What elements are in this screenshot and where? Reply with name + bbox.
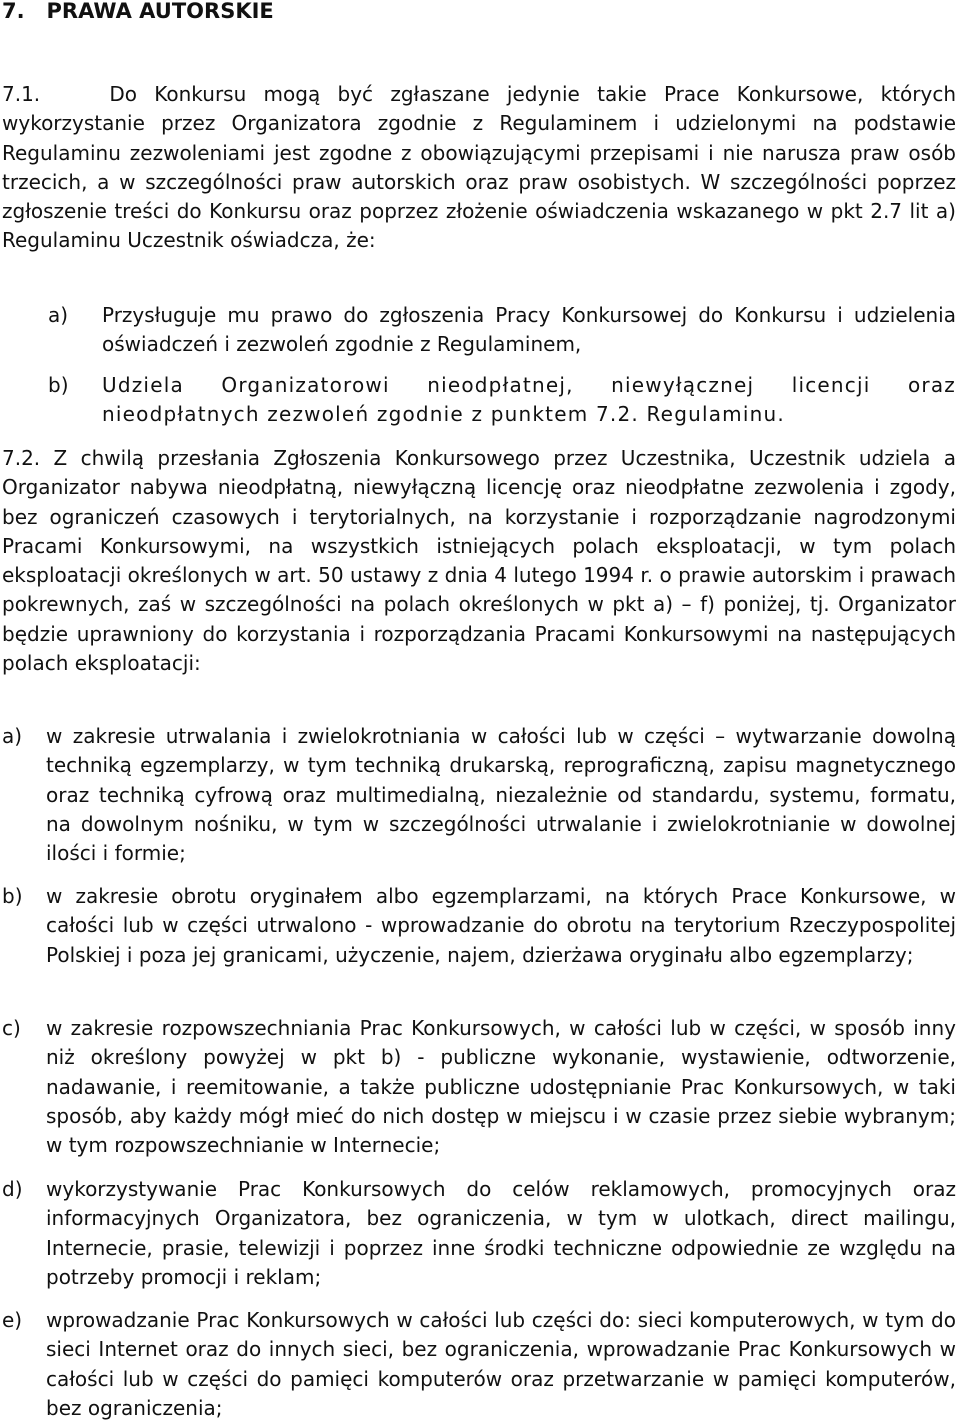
list-item-label: d) [2,1177,23,1201]
list-item-text: Udziela Organizatorowi nieodpłatnej, niewyłącznej licencji oraz nieodpłatnych zezwoleń zgodnie z punktem 7.2. Regulaminu. [102,373,956,427]
list-item [2,722,956,868]
section-number: 7. [2,0,25,23]
list-item-text: w zakresie obrotu oryginałem albo egzemplarzami, na których Prace Konkursowe, w całości lub w części utrwalono - wprowadzanie do obrotu na terytorium Rzeczypospolitej Polskiej i poza jej granicami, użyczenie, najem, dzierżawa oryginału albo egzemplarzy; [46,884,956,967]
paragraph-7-2 [2,444,956,678]
list-item-label: c) [2,1016,21,1040]
list-item [2,882,956,970]
list-item-label: e) [2,1308,23,1332]
list-item-text: Przysługuje mu prawo do zgłoszenia Pracy Konkursowej do Konkursu i udzielenia oświadczeń i zezwoleń zgodnie z Regulaminem, [102,303,956,357]
list-item [48,301,956,360]
list-item-text: wprowadzanie Prac Konkursowych w całości lub części do: sieci komputerowych, w tym do sieci Internet oraz do innych sieci, bez ograniczenia, wprowadzanie Prac Konkursowych w całości lub w części do pamięci komputerów oraz przetwarzanie w pamięci komputerów, bez ograniczenia; [46,1308,956,1420]
list-item-label: b) [2,884,23,908]
list-item-label: b) [48,373,69,397]
paragraph-number: 7.1. [2,82,41,106]
list-item-text: w zakresie rozpowszechniania Prac Konkursowych, w całości lub w części, w sposób inny niż określony powyżej w pkt b) - publiczne wykonanie, wystawienie, odtworzenie, nadawanie, i reemitowanie, a także publiczne udostępnianie Prac Konkursowych, w taki sposób, aby każdy mógł mieć do nich dostęp w miejscu i w czasie przez siebie wybranym; w tym rozpowszechnianie w Internecie; [46,1016,956,1158]
section-heading [2,0,274,25]
list-item [2,1306,956,1423]
paragraph-text: Z chwilą przesłania Zgłoszenia Konkursowego przez Uczestnika, Uczestnik udziela a Organizator nabywa nieodpłatną, niewyłączną licencję oraz nieodpłatne zezwolenia i zgody, bez ograniczeń czasowych i terytorialnych, na korzystanie i rozporządzanie nagrodzonymi Pracami Konkursowymi, na wszystkich istniejących polach eksploatacji, w tym polach eksploatacji określonych w art. 50 ustawy z dnia 4 lutego 1994 r. o prawie autorskim i prawach pokrewnych, zaś w szczególności na polach określonych w pkt a) – f) poniżej, tj. Organizator będzie uprawniony do korzystania i rozporządzania Pracami Konkursowymi na następujących polach eksploatacji: [2,446,956,676]
paragraph-text: Do Konkursu mogą być zgłaszane jedynie takie Prace Konkursowe, których wykorzystanie przez Organizatora zgodnie z Regulaminem i udzielonymi na podstawie Regulaminu zezwoleniami jest zgodne z obowiązującymi przepisami i nie narusza praw osób trzecich, a w szczególności praw autorskich oraz praw osobistych. W szczególności poprzez zgłoszenie treści do Konkursu oraz poprzez złożenie oświadczenia wskazanego w pkt 2.7 lit a) Regulaminu Uczestnik oświadcza, że: [2,82,956,253]
section-title: PRAWA AUTORSKIE [46,0,274,23]
paragraph-7-1 [2,80,956,256]
paragraph-number: 7.2. [2,446,41,470]
list-item-label: a) [2,724,23,748]
list-item-label: a) [48,303,69,327]
list-item [48,371,956,430]
list-item-text: wykorzystywanie Prac Konkursowych do celów reklamowych, promocyjnych oraz informacyjnych Organizatora, bez ograniczenia, w tym w ulotkach, direct mailingu, Internecie, prasie, telewizji i poprzez inne środki techniczne odpowiednie ze względu na potrzeby promocji i reklam; [46,1177,956,1289]
list-item [2,1175,956,1292]
list-item [2,1014,956,1160]
list-item-text: w zakresie utrwalania i zwielokrotniania w całości lub w części – wytwarzanie dowolną techniką egzemplarzy, w tym techniką drukarską, reprograficzną, zapisu magnetycznego oraz techniką cyfrową oraz multimedialną, niezależnie od standardu, systemu, formatu, na dowolnym nośniku, w tym w szczególności utrwalanie i zwielokrotnianie w dowolnej ilości i formie; [46,724,956,866]
